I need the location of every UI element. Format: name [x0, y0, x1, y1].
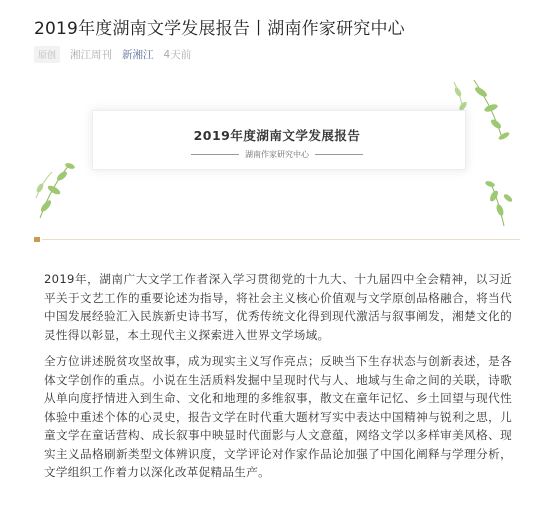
- paragraph-2: 全方位讲述脱贫攻坚故事，成为现实主义写作亮点；反映当下生存状态与创新表述，是各体文学创作的重点。小说在生活质料发掘中呈现时代与人、地域与生命之间的关联，诗歌从单向度抒情进入到生命、文化和地理的多维叙事，散文在童年记忆、乡土回望与现代性体验中重述个体的心灵史，报告文学在时代重大题材写实中表达中国精神与锐利之思，儿童文学在童话营构、成长叙事中映显时代面影与人文意蕴，网络文学以多样审美风格、现实主义品格刷新类型文体辨识度，文学评论对作家作品论加强了中国化阐释与学理分析，文学组织工作着力以深化改革促精品生产。: [44, 354, 512, 479]
- divider-left: [191, 154, 239, 155]
- article-title: 2019年度湖南文学发展报告丨湖南作家研究中心: [34, 19, 405, 39]
- banner-title: 2019年度湖南文学发展报告: [193, 128, 361, 143]
- banner-subtitle: 湖南作家研究中心: [245, 150, 309, 159]
- divider-accent: [34, 237, 40, 242]
- section-divider: [34, 239, 520, 241]
- leaf-bottom-left-icon: [35, 162, 75, 218]
- banner-subtitle-row: [0, 149, 554, 160]
- article-meta: [34, 46, 191, 63]
- paragraph-1: 2019年，湖南广大文学工作者深入学习贯彻党的十九大、十九届四中全会精神，以习近平关于文艺工作的重要论述为指导，将社会主义核心价值观与文学原创品格融合，将当代中国发展经验汇入民族新史诗书写，优秀传统文化得到现代激活与叙事阐发，湘楚文化的灵性得以彰显，本土现代主义探索进入世界文学场域。: [44, 272, 512, 342]
- original-badge: 原创: [34, 46, 60, 63]
- source-label: 湘江周刊: [70, 49, 113, 61]
- leaf-bottom-right-icon: [484, 180, 513, 226]
- account-link[interactable]: 新湘江: [122, 49, 154, 61]
- divider-right: [315, 154, 363, 155]
- divider-line: [42, 239, 520, 240]
- publish-time: 4天前: [163, 49, 192, 61]
